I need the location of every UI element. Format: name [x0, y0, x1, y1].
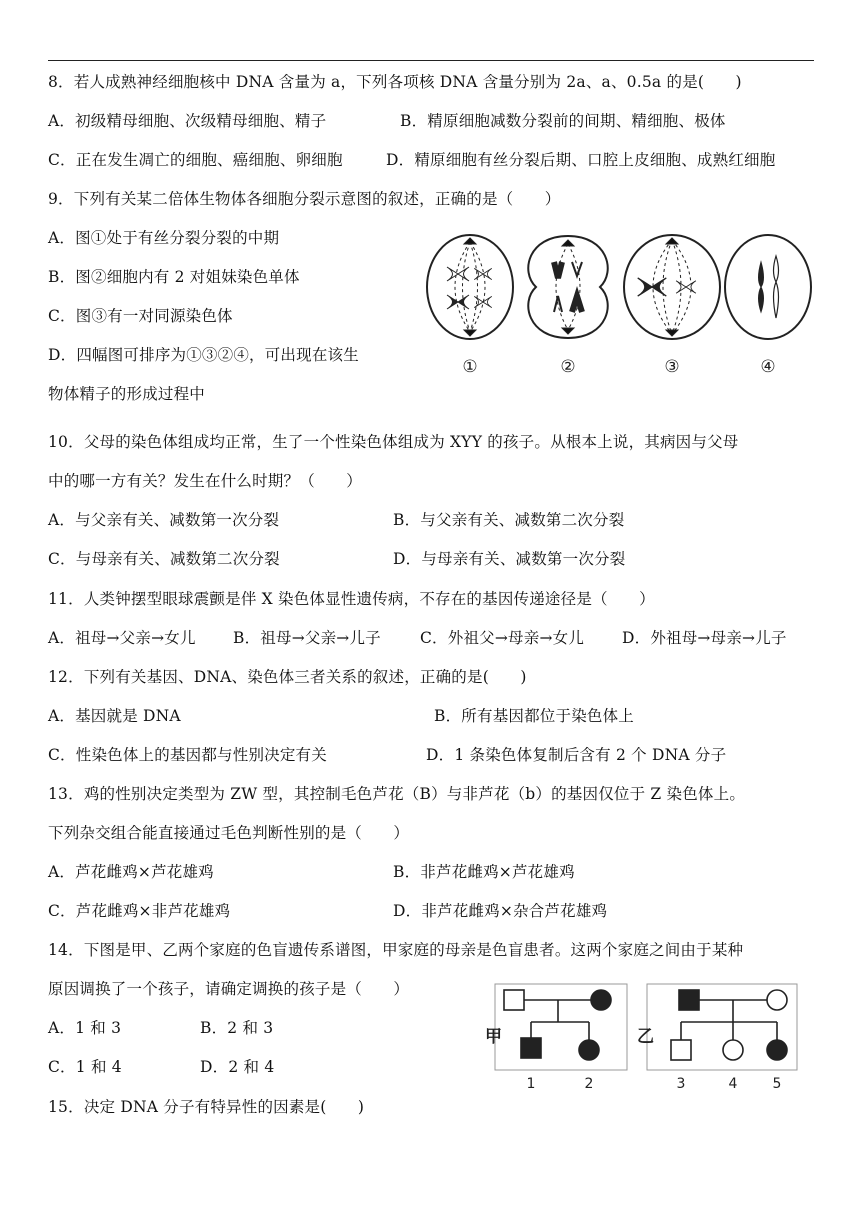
- family-jia: [504, 990, 611, 1060]
- q13-stem-line1: 13．鸡的性别决定类型为 ZW 型，其控制毛色芦花（B）与非芦花（b）的基因仅位于 Z 染色体上。: [48, 785, 746, 803]
- q14-option-c: C．1 和 4: [48, 1058, 122, 1076]
- jia-child-1: [521, 1038, 541, 1058]
- q9-option-c: C．图③有一对同源染色体: [48, 307, 233, 325]
- figure-label-1: ①: [462, 357, 478, 377]
- family-yi-label: 乙: [637, 1027, 654, 1047]
- cell-4-diagram: [725, 235, 811, 339]
- q11-option-a: A．祖母→父亲→女儿: [48, 629, 196, 647]
- q8-option-c: C．正在发生凋亡的细胞、癌细胞、卵细胞: [48, 151, 343, 169]
- yi-child-3: [671, 1040, 691, 1060]
- q14-option-b: B．2 和 3: [200, 1019, 274, 1037]
- q13-option-b: B．非芦花雌鸡×芦花雄鸡: [393, 863, 575, 881]
- child-number-5: 5: [772, 1076, 782, 1092]
- q14-stem-line1: 14．下图是甲、乙两个家庭的色盲遗传系谱图，甲家庭的母亲是色盲患者。这两个家庭之间由于某种: [48, 941, 744, 959]
- q13-option-a: A．芦花雌鸡×芦花雄鸡: [48, 863, 214, 881]
- q12-option-a: A．基因就是 DNA: [48, 707, 181, 725]
- q11-option-b: B．祖母→父亲→儿子: [233, 629, 381, 647]
- q11-option-d: D．外祖母→母亲→儿子: [622, 629, 787, 647]
- pedigree-figure: [485, 980, 805, 1092]
- figure-label-4: ④: [760, 357, 776, 377]
- q10-option-d: D．与母亲有关、减数第一次分裂: [393, 550, 626, 568]
- family-yi: [671, 990, 787, 1060]
- figure-label-3: ③: [664, 357, 680, 377]
- yi-mother: [767, 990, 787, 1010]
- q14-option-a: A．1 和 3: [48, 1019, 122, 1037]
- cell-1-diagram: [427, 235, 513, 339]
- q9-stem: 9．下列有关某二倍体生物体各细胞分裂示意图的叙述，正确的是（ ）: [48, 190, 561, 208]
- jia-father: [504, 990, 524, 1010]
- q13-option-d: D．非芦花雌鸡×杂合芦花雄鸡: [393, 902, 608, 920]
- q9-option-d: D．四幅图可排序为①③②④，可出现在该生: [48, 346, 359, 364]
- family-jia-label: 甲: [485, 1027, 502, 1047]
- jia-mother: [591, 990, 611, 1010]
- q8-stem: 8．若人成熟神经细胞核中 DNA 含量为 a，下列各项核 DNA 含量分别为 2a、a、0.5a 的是( ): [48, 73, 742, 91]
- cell-2-diagram: [528, 236, 607, 338]
- q12-option-d: D．1 条染色体复制后含有 2 个 DNA 分子: [426, 746, 727, 764]
- cell-division-figure: [420, 232, 820, 380]
- q11-option-c: C．外祖父→母亲→女儿: [420, 629, 585, 647]
- q9-option-d-continued: 物体精子的形成过程中: [48, 385, 206, 403]
- q12-stem: 12．下列有关基因、DNA、染色体三者关系的叙述，正确的是( ): [48, 668, 527, 686]
- q10-option-b: B．与父亲有关、减数第二次分裂: [393, 511, 625, 529]
- cell-3-diagram: [624, 235, 720, 339]
- figure-label-2: ②: [560, 357, 576, 377]
- q15-stem: 15．决定 DNA 分子有特异性的因素是( ): [48, 1098, 365, 1116]
- q14-option-d: D．2 和 4: [200, 1058, 275, 1076]
- q10-option-c: C．与母亲有关、减数第二次分裂: [48, 550, 280, 568]
- yi-child-5: [767, 1040, 787, 1060]
- yi-child-4: [723, 1040, 743, 1060]
- q10-stem-line2: 中的哪一方有关？发生在什么时期？（ ）: [48, 472, 363, 490]
- yi-father: [679, 990, 699, 1010]
- q14-stem-line2: 原因调换了一个孩子，请确定调换的孩子是（ ）: [48, 980, 410, 998]
- q12-option-b: B．所有基因都位于染色体上: [434, 707, 634, 725]
- jia-child-2: [579, 1040, 599, 1060]
- q13-option-c: C．芦花雌鸡×非芦花雄鸡: [48, 902, 231, 920]
- q8-option-d: D．精原细胞有丝分裂后期、口腔上皮细胞、成熟红细胞: [386, 151, 776, 169]
- q10-option-a: A．与父亲有关、减数第一次分裂: [48, 511, 280, 529]
- child-number-4: 4: [728, 1076, 738, 1092]
- q9-option-b: B．图②细胞内有 2 对姐妹染色单体: [48, 268, 300, 286]
- child-number-1: 1: [526, 1076, 536, 1092]
- q10-stem-line1: 10．父母的染色体组成均正常，生了一个性染色体组成为 XYY 的孩子。从根本上说，其病因与父母: [48, 433, 739, 451]
- child-number-3: 3: [676, 1076, 686, 1092]
- q13-stem-line2: 下列杂交组合能直接通过毛色判断性别的是（ ）: [48, 824, 410, 842]
- q9-option-a: A．图①处于有丝分裂分裂的中期: [48, 229, 280, 247]
- q8-option-b: B．精原细胞减数分裂前的间期、精细胞、极体: [400, 112, 726, 130]
- q11-stem: 11．人类钟摆型眼球震颤是伴 X 染色体显性遗传病，不存在的基因传递途径是（ ）: [48, 590, 655, 608]
- q8-option-a: A．初级精母细胞、次级精母细胞、精子: [48, 112, 327, 130]
- q12-option-c: C．性染色体上的基因都与性别决定有关: [48, 746, 327, 764]
- header-rule: [48, 60, 814, 61]
- child-number-2: 2: [584, 1076, 594, 1092]
